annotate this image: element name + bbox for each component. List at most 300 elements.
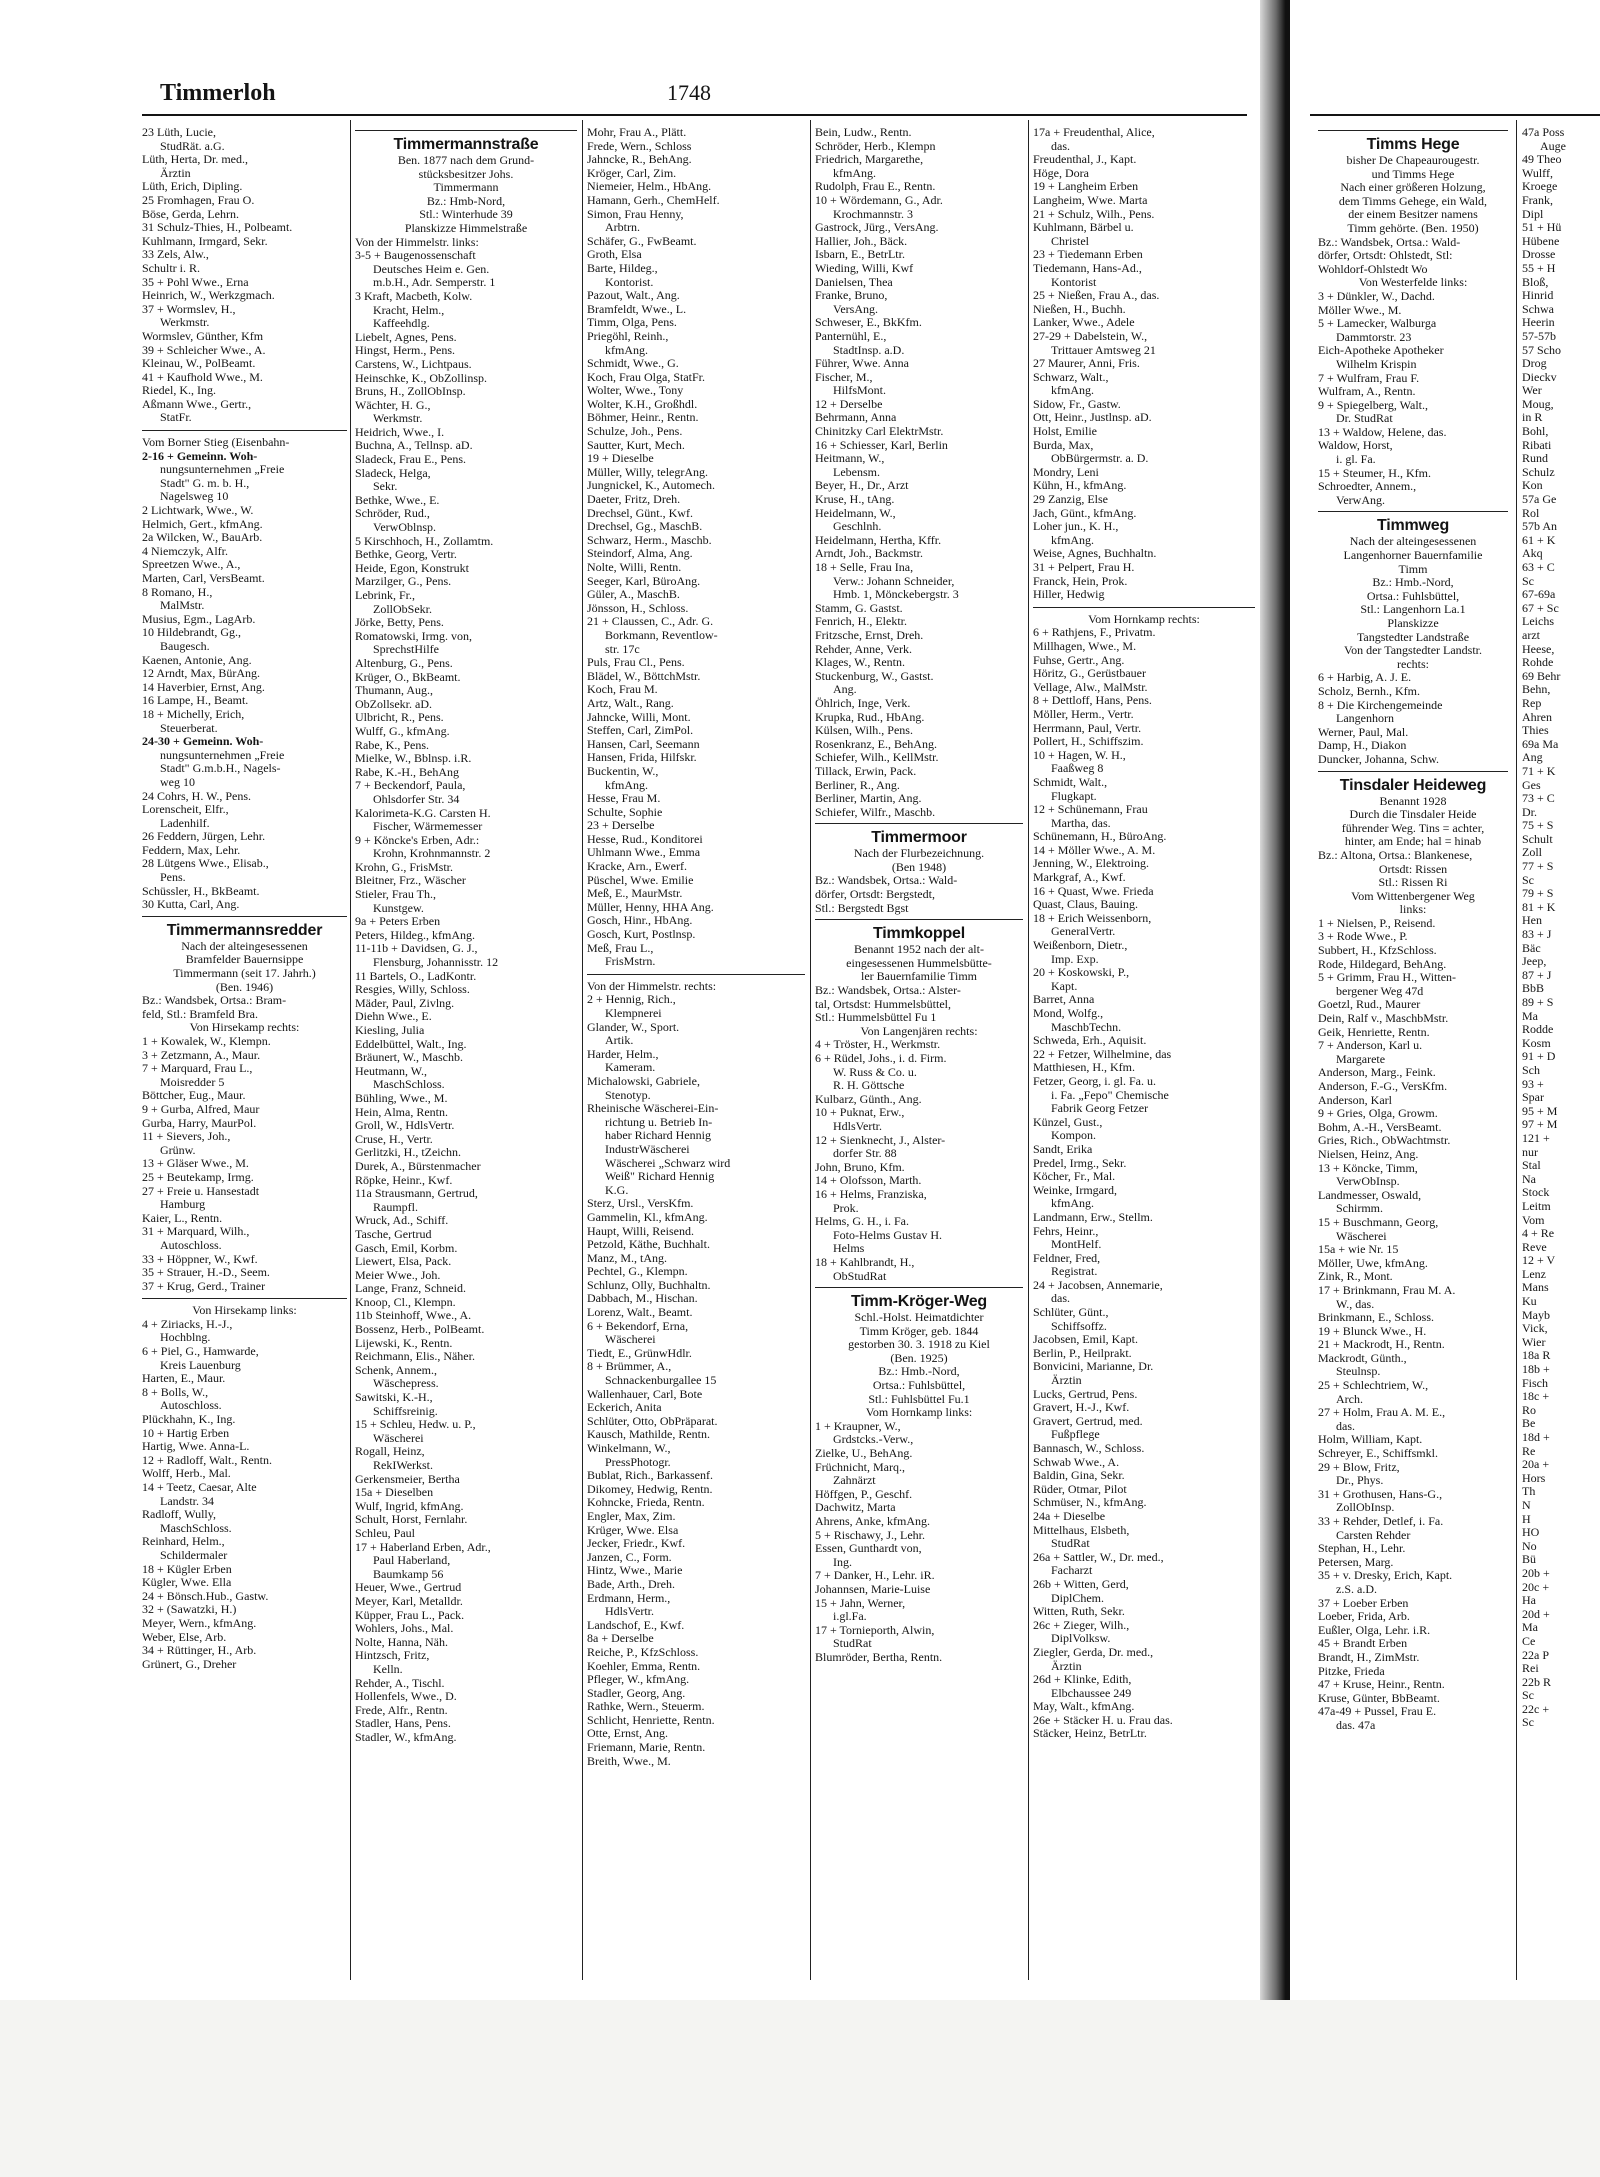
directory-entry: Brandt, H., ZimMstr. — [1318, 1650, 1420, 1664]
directory-entry: Buchna, A., Tellnsp. aD. — [355, 439, 473, 453]
directory-entry: Berliner, Martin, Ang. — [815, 792, 922, 806]
entry-continuation: Dr. StudRat — [1336, 412, 1393, 426]
directory-entry: Bethke, Wwe., E. — [355, 493, 440, 507]
street-description: links: — [1399, 903, 1427, 917]
directory-entry: Früchnicht, Marq., — [815, 1460, 905, 1474]
directory-entry: Winkelmann, W., — [587, 1442, 671, 1455]
column-divider — [1516, 120, 1517, 1980]
directory-entry: Heidelmann, W., — [815, 506, 896, 520]
entry-continuation: Ärztin — [160, 166, 191, 180]
directory-entry: Wulff, — [1522, 166, 1553, 180]
directory-entry: Fetzer, Georg, i. gl. Fa. u. — [1033, 1074, 1156, 1088]
directory-entry: Steindorf, Alma, Ang. — [587, 547, 693, 561]
street-heading: Timms Hege — [1318, 130, 1508, 154]
street-description: stücksbesitzer Johs. — [418, 167, 514, 181]
entry-continuation: Verw.: Johann Schneider, — [833, 574, 955, 588]
directory-entry: Bz.: Wandsbek, Ortsa.: Alster- — [815, 984, 961, 998]
directory-entry: Ma — [1522, 1621, 1538, 1635]
directory-entry: 2 Lichtwark, Wwe., W. — [142, 504, 254, 518]
entry-continuation: Ohlsdorfer Str. 34 — [373, 792, 460, 806]
directory-entry: 9 + Spiegelberg, Walt., — [1318, 398, 1429, 412]
entry-continuation: Werkmstr. — [160, 316, 210, 330]
directory-entry: Mond, Wolfg., — [1033, 1007, 1104, 1020]
entry-continuation: SprechstHilfe — [373, 643, 439, 657]
directory-entry: Leitm — [1522, 1199, 1551, 1213]
entry-continuation: StadtInsp. a.D. — [833, 343, 905, 357]
directory-entry: 69 Behr — [1522, 669, 1561, 683]
directory-entry: Holst, Emilie — [1033, 425, 1097, 439]
entry-continuation: Wäscherei — [373, 1431, 424, 1445]
directory-entry: Otte, Ernst, Ang. — [587, 1727, 668, 1741]
entry-continuation: kfmAng. — [1051, 384, 1094, 398]
entry-continuation: Stadt" G. m. b. H., — [160, 476, 250, 490]
directory-entry: 15 + Jahn, Werner, — [815, 1596, 906, 1610]
directory-entry: 9 + Gurba, Alfred, Maur — [142, 1102, 260, 1116]
entry-continuation: Foto-Helms Gustav H. — [833, 1228, 942, 1242]
directory-entry: 47 + Kruse, Heinr., Rentn. — [1318, 1678, 1445, 1692]
directory-entry: 14 + Möller Wwe., A. M. — [1033, 843, 1156, 857]
directory-entry: Manz, M., tAng. — [587, 1251, 667, 1265]
directory-entry: 47a-49 + Pussel, Frau E. — [1318, 1705, 1437, 1719]
entry-continuation: haber Richard Hennig — [605, 1129, 711, 1143]
directory-entry: Janzen, C., Form. — [587, 1550, 672, 1564]
entry-continuation: Dr., Phys. — [1336, 1474, 1384, 1488]
directory-entry: Jörke, Betty, Pens. — [355, 616, 444, 630]
directory-entry: Rheinische Wäscherei-Ein- — [587, 1102, 719, 1116]
directory-entry: Schmüser, N., kfmAng. — [1033, 1496, 1147, 1510]
directory-entry: Zink, R., Mont. — [1318, 1270, 1393, 1284]
entry-continuation: Borkmann, Reventlow- — [605, 628, 718, 642]
directory-entry: 26 Feddern, Jürgen, Lehr. — [142, 830, 266, 844]
street-description: Timmermann (seit 17. Jahrh.) — [173, 967, 316, 981]
directory-entry: Wer — [1522, 384, 1542, 398]
directory-entry: 33 + Höppner, W., Kwf. — [142, 1252, 258, 1266]
directory-entry: 14 + Olofsson, Marth. — [815, 1174, 922, 1188]
directory-entry: 15 + Steumer, H., Kfm. — [1318, 466, 1431, 480]
directory-entry: Jacobsen, Emil, Kapt. — [1033, 1333, 1138, 1347]
street-description: Vom Hornkamp links: — [865, 1406, 973, 1420]
directory-entry: Gammelin, Kl., kfmAng. — [587, 1210, 708, 1224]
directory-entry: 79 + S — [1522, 887, 1554, 901]
directory-entry: 51 + Hü — [1522, 221, 1562, 235]
directory-entry: Kügler, Wwe. Ella — [142, 1576, 232, 1590]
directory-entry: Fischer, M., — [815, 370, 873, 384]
entry-continuation: Registrat. — [1051, 1265, 1098, 1279]
entry-continuation: StudRat — [833, 1637, 872, 1651]
directory-entry: 1 + Kowalek, W., Klempn. — [142, 1035, 271, 1048]
street-description: eingesessenen Hummelsbütte- — [846, 956, 992, 970]
directory-entry: Pollert, H., Schiffszim. — [1033, 735, 1144, 749]
directory-entry: Simon, Frau Henny, — [587, 207, 684, 221]
directory-entry: Stl.: Bergstedt Bgst — [815, 901, 909, 915]
entry-continuation: Flensburg, Johannisstr. 12 — [373, 956, 499, 970]
entry-continuation: Autoschloss. — [160, 1238, 222, 1252]
directory-entry: Scholz, Bernh., Kfm. — [1318, 684, 1420, 698]
directory-entry: 12 + V — [1522, 1254, 1556, 1268]
directory-entry: 25 + Schlechtriem, W., — [1318, 1379, 1429, 1393]
directory-entry: Liewert, Elsa, Pack. — [355, 1255, 452, 1269]
directory-entry: 31 + Marquard, Wilh., — [142, 1225, 250, 1239]
street-description: Timm gehörte. (Ben. 1950) — [1347, 221, 1479, 235]
directory-entry: Ges — [1522, 778, 1541, 792]
directory-entry: 6 + Bekendorf, Erna, — [587, 1319, 689, 1333]
street-heading: Tinsdaler Heideweg — [1318, 771, 1508, 795]
directory-entry: 8a + Derselbe — [587, 1632, 654, 1646]
street-description: Nach der Flurbezeichnung. — [853, 847, 985, 861]
street-description: Bz.: Hmb.-Nord, — [878, 1365, 960, 1379]
directory-entry: Kühn, H., kfmAng. — [1033, 479, 1127, 493]
directory-entry: 57-57b — [1522, 329, 1556, 343]
directory-entry: Bz.: Altona, Ortsa.: Blankenese, — [1318, 848, 1473, 862]
directory-entry: 20b + — [1522, 1566, 1550, 1580]
directory-entry: 19 + Dieselbe — [587, 452, 654, 466]
directory-entry: Ma — [1522, 1009, 1538, 1023]
entry-continuation: Kontorist — [1051, 275, 1097, 289]
directory-entry: 7 + Anderson, Karl u. — [1318, 1039, 1423, 1053]
entry-continuation: Pens. — [160, 871, 186, 885]
directory-entry: 23 Lüth, Lucie, — [142, 126, 216, 139]
directory-entry: 10 Hildebrandt, Gg., — [142, 626, 241, 640]
directory-entry: Rudolph, Frau E., Rentn. — [815, 180, 936, 194]
directory-entry: Hinrid — [1522, 289, 1554, 303]
directory-entry: Heidrich, Wwe., I. — [355, 425, 445, 439]
entry-continuation: ObStudRat — [833, 1269, 887, 1283]
directory-entry: Hamann, Gerh., ChemHelf. — [587, 193, 720, 207]
entry-continuation: Faaßweg 8 — [1051, 762, 1104, 776]
directory-entry: Schulz — [1522, 465, 1555, 479]
directory-entry: Loher jun., K. H., — [1033, 520, 1119, 534]
street-description: (Ben 1948) — [891, 860, 947, 874]
directory-entry: Hartig, Wwe. Anna-L. — [142, 1440, 250, 1454]
directory-entry: 55 + H — [1522, 261, 1556, 275]
directory-entry: Drechsel, Günt., Kwf. — [587, 506, 693, 520]
entry-continuation: Grdstcks.-Verw., — [833, 1433, 914, 1447]
entry-continuation: Trittauer Amtsweg 21 — [1051, 343, 1156, 357]
entry-continuation: StudRat — [1051, 1537, 1090, 1551]
directory-entry: Lenz — [1522, 1267, 1546, 1281]
directory-entry: 14 + Teetz, Caesar, Alte — [142, 1481, 257, 1494]
entry-continuation: ObBürgermstr. a. D. — [1051, 452, 1149, 466]
directory-entry: Breith, Wwe., M. — [587, 1754, 671, 1768]
directory-entry: 12 + Schünemann, Frau — [1033, 803, 1148, 817]
directory-entry: 5 + Grimm, Frau H., Witten- — [1318, 971, 1457, 985]
directory-entry: 57b An — [1522, 520, 1558, 534]
directory-entry: Weinke, Irmgard, — [1033, 1183, 1117, 1197]
directory-entry: Erdmann, Herm., — [587, 1591, 671, 1605]
directory-entry: Essen, Gunthardt von, — [815, 1542, 922, 1556]
directory-entry: 3 + Zetzmann, A., Maur. — [142, 1048, 261, 1062]
directory-entry: Th — [1522, 1485, 1536, 1499]
directory-entry: Panternühl, E., — [815, 329, 887, 343]
street-description: Von Langenjären rechts: — [860, 1024, 978, 1038]
entry-continuation: das. — [1051, 1292, 1070, 1306]
directory-entry: Langheim, Wwe. Marta — [1033, 193, 1148, 207]
entry-continuation: Schiffsoffz. — [1051, 1319, 1107, 1333]
directory-entry: Bü — [1522, 1553, 1537, 1567]
column-divider — [582, 120, 583, 1980]
entry-continuation: Hamburg — [160, 1198, 206, 1212]
directory-entry: 87 + J — [1522, 968, 1552, 982]
directory-entry: Ziegler, Gerda, Dr. med., — [1033, 1645, 1154, 1659]
directory-entry: Be — [1522, 1417, 1536, 1431]
directory-entry: Spreetzen Wwe., A., — [142, 558, 241, 572]
directory-entry: Führer, Wwe. Anna — [815, 357, 909, 371]
directory-entry: Gries, Rich., ObWachtmstr. — [1318, 1134, 1451, 1148]
street-description: und Timms Hege — [1371, 167, 1455, 181]
directory-entry: Johannsen, Marie-Luise — [815, 1582, 931, 1596]
entry-continuation: Sekr. — [373, 480, 398, 494]
directory-entry: Wächter, H. G., — [355, 398, 431, 412]
directory-entry: Külsen, Wilh., Pens. — [815, 724, 913, 738]
directory-entry: Kaier, L., Rentn. — [142, 1211, 223, 1225]
directory-entry: Schulte, Sophie — [587, 805, 663, 819]
street-description: Von Hirsekamp rechts: — [189, 1021, 300, 1035]
directory-entry: 7 + Wulfram, Frau F. — [1318, 371, 1420, 385]
directory-entry: Hübene — [1522, 234, 1560, 248]
directory-entry: Sladeck, Helga, — [355, 466, 431, 480]
directory-entry: Anderson, F.-G., VersKfm. — [1318, 1080, 1448, 1093]
directory-entry: Burda, Max, — [1033, 438, 1094, 452]
directory-entry: 33 Zels, Alw., — [142, 248, 209, 262]
directory-entry: Stäcker, Heinz, BetrLtr. — [1033, 1727, 1147, 1741]
directory-entry: Ku — [1522, 1295, 1537, 1309]
entry-continuation: nungsunternehmen „Freie — [160, 748, 285, 762]
directory-entry: Wier — [1522, 1335, 1546, 1349]
directory-entry: Hansen, Carl, Seemann — [587, 737, 700, 751]
entry-continuation: Artik. — [605, 1034, 634, 1048]
directory-entry: 37 + Krug, Gerd., Trainer — [142, 1279, 266, 1293]
directory-entry: dörfer, Ortsdt: Ohlstedt, Stl: — [1318, 249, 1453, 263]
directory-entry: Von der Himmelstr. links: — [355, 235, 479, 249]
directory-entry: Schult — [1522, 832, 1553, 846]
directory-entry: No — [1522, 1539, 1537, 1553]
directory-entry: Schwab Wwe., A. — [1033, 1455, 1120, 1469]
directory-entry: Rathke, Wern., Steuerm. — [587, 1700, 705, 1714]
street-heading: Timmweg — [1318, 511, 1508, 535]
entry-continuation: Deutsches Heim e. Gen. — [373, 262, 490, 276]
directory-entry: Grünert, G., Dreher — [142, 1657, 237, 1671]
directory-entry: 9 + Köncke's Erben, Adr.: — [355, 833, 480, 847]
directory-entry: Artz, Walt., Rang. — [587, 696, 674, 710]
directory-entry: 49 Theo — [1522, 153, 1562, 167]
street-description: ler Bauernfamilie Timm — [861, 970, 977, 984]
street-description: Ben. 1877 nach dem Grund- — [397, 154, 535, 167]
directory-entry: Von der Himmelstr. rechts: — [587, 979, 717, 993]
directory-entry: Wolter, Wwe., Tony — [587, 384, 684, 398]
directory-entry: Waldow, Horst, — [1318, 439, 1393, 453]
directory-entry: Lüth, Herta, Dr. med., — [142, 153, 248, 167]
directory-entry: Plückhahn, K., Ing. — [142, 1413, 236, 1427]
directory-entry: 11 Bartels, O., LadKontr. — [355, 969, 477, 983]
entry-continuation: Fabrik Georg Fetzer — [1051, 1102, 1149, 1116]
entry-continuation: das. 47a — [1336, 1718, 1376, 1732]
directory-entry: Riedel, K., Ing. — [142, 384, 216, 398]
directory-entry: 35 + Pohl Wwe., Erna — [142, 275, 249, 289]
directory-entry: Mans — [1522, 1281, 1549, 1295]
directory-entry: Heinschke, K., ObZollinsp. — [355, 371, 487, 385]
directory-entry: Schreyer, E., Schiffsmkl. — [1318, 1447, 1438, 1461]
directory-entry: Stl.: Hummelsbüttel Fu 1 — [815, 1011, 937, 1025]
entry-continuation: VerwOblnsp. — [373, 521, 436, 535]
entry-continuation: Raumpfl. — [373, 1200, 418, 1214]
entry-continuation: i. gl. Fa. — [1336, 453, 1376, 467]
directory-entry: Feldner, Fred, — [1033, 1251, 1101, 1265]
directory-entry: 11-11b + Davidsen, G. J., — [355, 942, 478, 956]
directory-entry: Ro — [1522, 1403, 1537, 1417]
street-description: bisher De Chapeaurougestr. — [1346, 154, 1480, 167]
street-description: Durch die Tinsdaler Heide — [1349, 808, 1477, 822]
entry-continuation: Imp. Exp. — [1051, 952, 1099, 966]
directory-entry: Hiller, Hedwig — [1033, 588, 1105, 602]
entry-continuation: Baugesch. — [160, 639, 210, 653]
entry-continuation: Werkmstr. — [373, 412, 423, 426]
entry-continuation: Arch. — [1336, 1392, 1363, 1406]
directory-entry: Musius, Egm., LagArb. — [142, 612, 256, 626]
directory-entry: Drog — [1522, 357, 1547, 371]
directory-entry: Drechsel, Gg., MaschB. — [587, 520, 703, 534]
directory-entry: Berlin, P., Heilprakt. — [1033, 1346, 1132, 1360]
entry-continuation: Stadt" G.m.b.H., Nagels- — [160, 762, 281, 776]
entry-continuation: Wäschepress. — [373, 1377, 439, 1391]
street-description: Langenhorner Bauernfamilie — [1343, 549, 1483, 563]
directory-entry: Heuer, Wwe., Gertrud — [355, 1581, 462, 1595]
directory-entry: Subbert, H., KfzSchloss. — [1318, 944, 1437, 958]
entry-continuation: StudRät. a.G. — [160, 139, 225, 153]
directory-entry: Mondry, Leni — [1033, 465, 1099, 479]
directory-entry: Landmesser, Oswald, — [1318, 1188, 1422, 1202]
directory-entry: Na — [1522, 1172, 1536, 1186]
directory-entry: Glander, W., Sport. — [587, 1020, 680, 1034]
directory-entry: Lijewski, K., Rentn. — [355, 1336, 453, 1350]
directory-entry: Chinitzky Carl ElektrMstr. — [815, 425, 944, 439]
directory-entry: arzt — [1522, 628, 1540, 642]
directory-entry: Petersen, Marg. — [1318, 1555, 1394, 1569]
entry-continuation: VerwObInsp. — [1336, 1175, 1400, 1189]
directory-entry: Lange, Franz, Schneid. — [355, 1282, 466, 1296]
directory-entry: Stuckenburg, W., Gastst. — [815, 669, 934, 683]
directory-entry: 95 + M — [1522, 1104, 1558, 1118]
directory-entry: Müller, Willy, telegrAng. — [587, 465, 709, 479]
directory-entry: 41 + Kaufhold Wwe., M. — [142, 370, 263, 384]
street-description: führender Weg. Tins = achter, — [1341, 821, 1485, 835]
entry-continuation: Schnackenburgallee 15 — [605, 1374, 717, 1388]
directory-entry: Dikomey, Hedwig, Rentn. — [587, 1482, 713, 1496]
directory-entry: 25 Fromhagen, Frau O. — [142, 193, 255, 207]
entry-continuation: kfmAng. — [833, 166, 876, 180]
directory-entry: 35 + Strauer, H.-D., Seem. — [142, 1266, 270, 1280]
directory-entry: 20d + — [1522, 1607, 1550, 1621]
entry-continuation: Facharzt — [1051, 1564, 1093, 1578]
directory-entry: Aßmann Wwe., Gertr., — [142, 397, 252, 411]
directory-entry: Haupt, Willi, Reisend. — [587, 1224, 694, 1238]
directory-entry: 13 + Köncke, Timm, — [1318, 1161, 1418, 1175]
directory-entry: Nolte, Hanna, Näh. — [355, 1635, 448, 1649]
street-description: (Ben. 1925) — [890, 1351, 948, 1365]
street-description: Schl.-Holst. Heimatdichter — [854, 1311, 984, 1325]
directory-entry: Schäfer, G., FwBeamt. — [587, 234, 697, 248]
directory-entry: Priegöhl, Reinh., — [587, 329, 669, 343]
entry-continuation: das. — [1336, 1419, 1355, 1433]
entry-continuation: Nagelsweg 10 — [160, 490, 229, 504]
directory-entry: 91 + D — [1522, 1050, 1556, 1064]
directory-entry: Krupka, Rud., HbAng. — [815, 710, 925, 724]
directory-entry: dörfer, Ortsdt: Bergstedt, — [815, 888, 935, 902]
directory-entry: 23 + Derselbe — [587, 819, 655, 833]
directory-entry: Kruse, H., tAng. — [815, 493, 895, 507]
directory-entry: Sc — [1522, 1689, 1534, 1703]
directory-entry: 4 + Ziriacks, H.-J., — [142, 1317, 233, 1331]
column-right-1 — [1318, 126, 1508, 1986]
entry-continuation: Landstr. 34 — [160, 1494, 214, 1508]
directory-entry: Bade, Arth., Dreh. — [587, 1577, 675, 1591]
column-2 — [355, 126, 577, 1986]
entry-continuation: i.gl.Fa. — [833, 1610, 867, 1624]
directory-entry: Baldin, Gina, Sekr. — [1033, 1469, 1125, 1483]
directory-entry: Behn, — [1522, 683, 1551, 697]
street-description: dem Timms Gehege, ein Wald, — [1338, 194, 1488, 208]
directory-entry: Rohde — [1522, 656, 1554, 670]
street-heading: Timmermannstraße — [355, 130, 577, 154]
directory-entry: 18a R — [1522, 1349, 1551, 1363]
directory-entry: 20a + — [1522, 1458, 1550, 1472]
directory-entry: 24 + Bönsch.Hub., Gastw. — [142, 1589, 269, 1603]
directory-entry: Carstens, W., Lichtpaus. — [355, 357, 472, 371]
directory-entry: Kosm — [1522, 1036, 1551, 1050]
directory-entry: Anderson, Karl — [1318, 1093, 1392, 1107]
directory-entry: 22c + — [1522, 1702, 1550, 1716]
directory-entry: tal, Ortsdst: Hummelsbüttel, — [815, 997, 951, 1011]
directory-entry: BbB — [1522, 982, 1545, 996]
directory-entry: Timm, Olga, Pens. — [587, 316, 677, 330]
directory-entry: Sidow, Fr., Gastw. — [1033, 397, 1121, 411]
entry-continuation: Wilhelm Krispin — [1336, 357, 1417, 371]
directory-entry: Hesse, Frau M. — [587, 792, 661, 806]
directory-entry: Dabbach, M., Hischan. — [587, 1292, 698, 1306]
directory-entry: Köcher, Fr., Mal. — [1033, 1170, 1116, 1184]
entry-continuation: Ärztin — [1051, 1659, 1082, 1673]
street-description: hinter, am Ende; hal = hinab — [1344, 835, 1482, 849]
directory-entry: Vom Borner Stieg (Eisenbahn- — [142, 436, 290, 450]
directory-entry: Eußler, Olga, Lehr. i.R. — [1318, 1623, 1431, 1637]
directory-entry: Klages, W., Rentn. — [815, 656, 905, 670]
street-description: Bz.: Hmb.-Nord, — [1372, 576, 1454, 590]
directory-entry: 26b + Witten, Gerd, — [1033, 1577, 1129, 1591]
directory-entry: Bleitner, Frz., Wäscher — [355, 874, 466, 888]
directory-entry: Krohn, G., FrisMstr. — [355, 860, 454, 874]
directory-entry: Reve — [1522, 1240, 1547, 1254]
directory-entry: Schlüter, Günt., — [1033, 1306, 1109, 1320]
directory-entry: 15 + Buschmann, Georg, — [1318, 1215, 1439, 1229]
column-divider — [810, 120, 811, 1980]
directory-entry: Beyer, H., Dr., Arzt — [815, 479, 909, 493]
directory-entry: 18c + — [1522, 1390, 1550, 1404]
directory-entry: Wruck, Ad., Schiff. — [355, 1214, 449, 1228]
directory-entry: 12 + Sienknecht, J., Alster- — [815, 1133, 946, 1147]
street-heading: Timmermoor — [815, 823, 1023, 847]
entry-continuation: Wäscherei — [605, 1333, 656, 1347]
directory-entry: 10 + Hartig Erben — [142, 1426, 230, 1440]
entry-continuation: Hochblng. — [160, 1331, 211, 1345]
directory-entry: 3 + Dünkler, W., Dachd. — [1318, 289, 1435, 303]
directory-entry: Frede, Wern., Schloss — [587, 139, 692, 153]
directory-entry: Bohl, — [1522, 425, 1549, 439]
entry-continuation: W., das. — [1336, 1297, 1375, 1311]
entry-continuation: m.b.H., Adr. Semperstr. 1 — [373, 276, 496, 290]
directory-entry: Gerkensmeier, Bertha — [355, 1472, 460, 1486]
directory-entry: 25 + Nießen, Frau A., das. — [1033, 289, 1160, 303]
directory-entry: Heide, Egon, Konstrukt — [355, 561, 469, 575]
directory-entry: 32 + (Sawatzki, H.) — [142, 1603, 237, 1617]
